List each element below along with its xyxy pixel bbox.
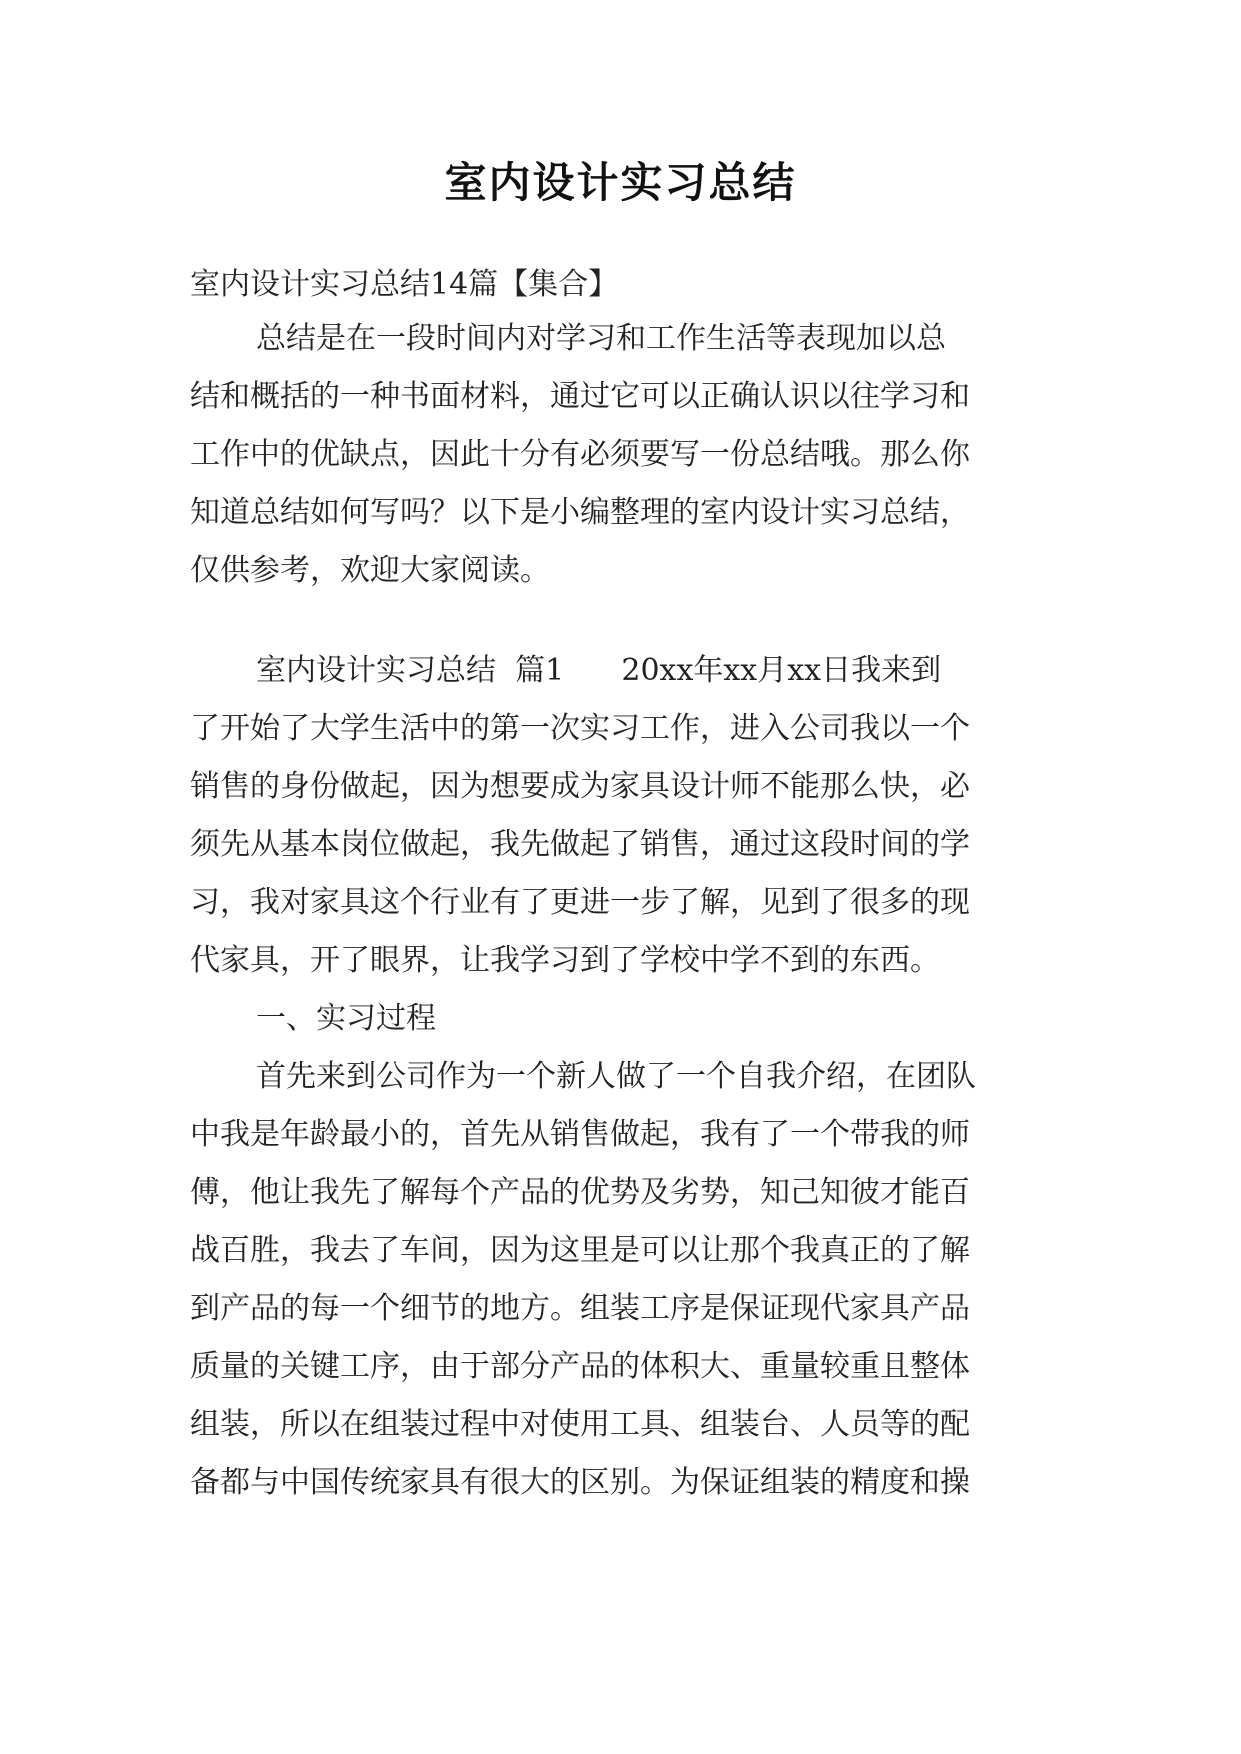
chapter1-line: 须先从基本岗位做起，我先做起了销售，通过这段时间的学: [190, 827, 970, 862]
intro-line: 知道总结如何写吗？以下是小编整理的室内设计实习总结，: [190, 495, 970, 530]
section1-line: 质量的关键工序，由于部分产品的体积大、重量较重且整体: [190, 1349, 970, 1384]
intro-line: 仅供参考，欢迎大家阅读。: [190, 553, 550, 588]
intro-line: 总结是在一段时间内对学习和工作生活等表现加以总: [256, 321, 946, 356]
intro-line: 工作中的优缺点，因此十分有必须要写一份总结哦。那么你: [190, 437, 970, 472]
section1-line: 中我是年龄最小的，首先从销售做起，我有了一个带我的师: [190, 1117, 970, 1152]
section1-line: 组装，所以在组装过程中对使用工具、组装台、人员等的配: [190, 1407, 970, 1442]
document-subtitle: 室内设计实习总结14篇【集合】: [190, 267, 619, 302]
document-title: 室内设计实习总结: [444, 158, 797, 207]
intro-line: 结和概括的一种书面材料，通过它可以正确认识以往学习和: [190, 379, 970, 414]
chapter1-line: 室内设计实习总结 篇1 20xx年xx月xx日我来到: [256, 653, 942, 688]
chapter1-line: 习，我对家具这个行业有了更进一步了解，见到了很多的现: [190, 885, 970, 920]
section1-heading: 一、实习过程: [256, 1001, 436, 1036]
section1-line: 首先来到公司作为一个新人做了一个自我介绍，在团队: [256, 1059, 976, 1094]
chapter1-line: 销售的身份做起，因为想要成为家具设计师不能那么快，必: [190, 769, 970, 804]
chapter1-line: 了开始了大学生活中的第一次实习工作，进入公司我以一个: [190, 711, 970, 746]
chapter1-line: 代家具，开了眼界，让我学习到了学校中学不到的东西。: [190, 943, 940, 978]
section1-line: 傅，他让我先了解每个产品的优势及劣势，知己知彼才能百: [190, 1175, 970, 1210]
section1-line: 战百胜，我去了车间，因为这里是可以让那个我真正的了解: [190, 1233, 970, 1268]
section1-line: 备都与中国传统家具有很大的区别。为保证组装的精度和操: [190, 1465, 970, 1500]
section1-line: 到产品的每一个细节的地方。组装工序是保证现代家具产品: [190, 1291, 970, 1326]
